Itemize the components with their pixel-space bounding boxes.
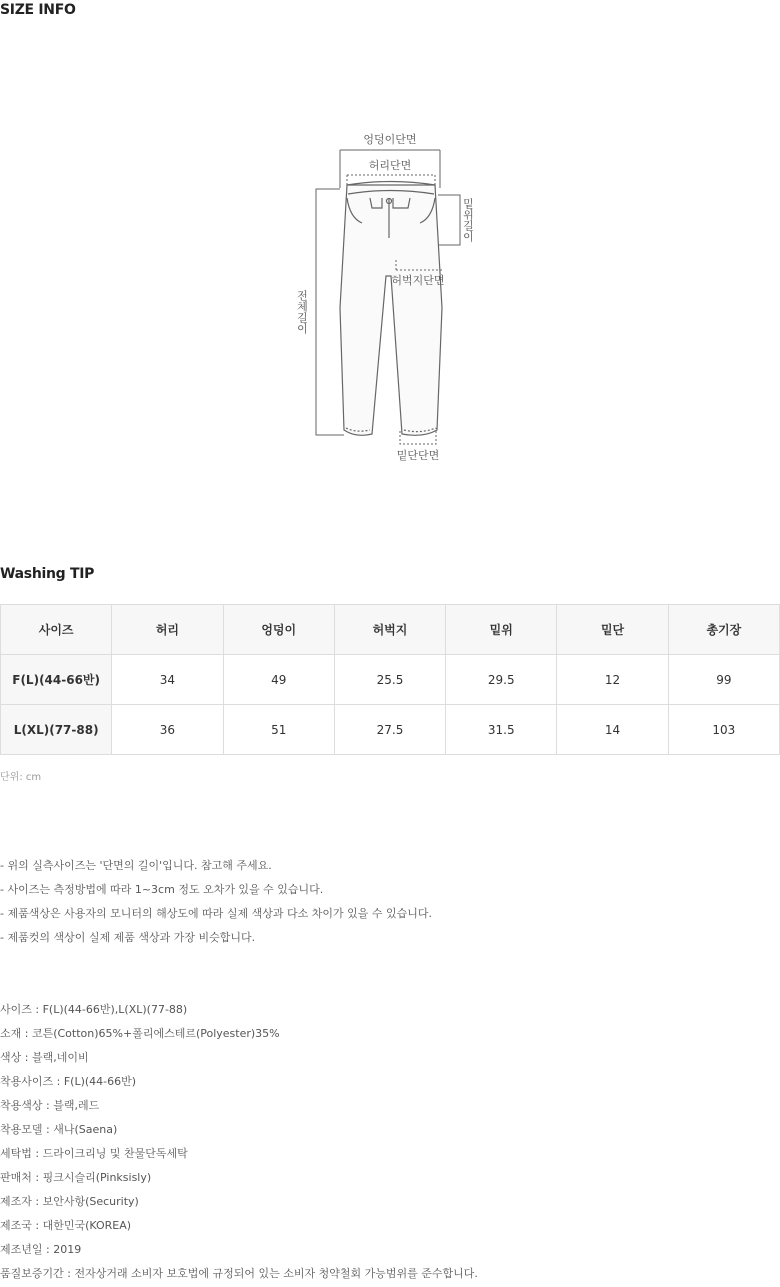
note-line: - 제품색상은 사용자의 모니터의 해상도에 따라 실제 색상과 다소 차이가 있을 수 있습니다. (0, 907, 432, 920)
table-cell: 99 (668, 655, 779, 705)
note-line: - 제품컷의 색상이 실제 제품 색상과 가장 비슷합니다. (0, 931, 256, 944)
hip-label: 엉덩이단면 (363, 133, 417, 146)
spec-line: 착용사이즈 : F(L)(44-66반) (0, 1075, 137, 1088)
table-cell: 27.5 (334, 705, 445, 755)
pants-size-diagram (290, 128, 490, 468)
note-line: - 사이즈는 측정방법에 따라 1~3cm 정도 오차가 있을 수 있습니다. (0, 883, 324, 896)
washing-tip-heading: Washing TIP (0, 566, 95, 582)
table-cell: 36 (112, 705, 223, 755)
unit-note: 단위: cm (0, 772, 42, 783)
col-header: 허리 (112, 605, 223, 655)
spec-line: 제조국 : 대한민국(KOREA) (0, 1219, 132, 1232)
table-cell: 103 (668, 705, 779, 755)
total-length-label: 전체길이 (295, 290, 309, 334)
hem-label: 밑단단면 (396, 449, 440, 462)
col-header: 밑위 (446, 605, 557, 655)
row-size: F(L)(44-66반) (1, 655, 112, 705)
col-header: 사이즈 (1, 605, 112, 655)
col-header: 총기장 (668, 605, 779, 655)
col-header: 엉덩이 (223, 605, 334, 655)
rise-label: 밑위길이 (461, 198, 475, 242)
spec-line: 착용모델 : 새나(Saena) (0, 1123, 118, 1136)
table-row (1, 655, 780, 705)
pants-outline-icon (340, 182, 445, 436)
spec-line: 소재 : 코튼(Cotton)65%+폴리에스테르(Polyester)35% (0, 1027, 280, 1040)
spec-line: 착용색상 : 블랙,레드 (0, 1099, 100, 1112)
spec-line: 세탁법 : 드라이크리닝 및 찬물단독세탁 (0, 1147, 188, 1160)
product-specs (0, 998, 478, 1286)
table-cell: 51 (223, 705, 334, 755)
col-header: 허벅지 (334, 605, 445, 655)
spec-line: 사이즈 : F(L)(44-66반),L(XL)(77-88) (0, 1003, 188, 1016)
spec-line: 제조자 : 보안사항(Security) (0, 1195, 139, 1208)
table-row (1, 705, 780, 755)
size-table (0, 604, 780, 755)
note-line: - 위의 실측사이즈는 '단면의 길이'입니다. 참고해 주세요. (0, 859, 272, 872)
col-header: 밑단 (557, 605, 668, 655)
table-cell: 12 (557, 655, 668, 705)
row-size: L(XL)(77-88) (1, 705, 112, 755)
table-cell: 49 (223, 655, 334, 705)
spec-line: 제조년일 : 2019 (0, 1243, 82, 1256)
table-header-row (1, 605, 780, 655)
notes-list (0, 854, 432, 950)
thigh-label: 허벅지단면 (391, 274, 445, 287)
table-cell: 31.5 (446, 705, 557, 755)
spec-line: 품질보증기간 : 전자상거래 소비자 보호법에 규정되어 있는 소비자 청약철회 가능범위를 준수합니다. (0, 1267, 478, 1280)
spec-line: 판매처 : 핑크시슬리(Pinksisly) (0, 1171, 152, 1184)
table-cell: 34 (112, 655, 223, 705)
table-cell: 25.5 (334, 655, 445, 705)
table-cell: 14 (557, 705, 668, 755)
waist-label: 허리단면 (368, 159, 412, 172)
spec-line: 색상 : 블랙,네이비 (0, 1051, 89, 1064)
table-cell: 29.5 (446, 655, 557, 705)
size-info-heading: SIZE INFO (0, 2, 76, 18)
